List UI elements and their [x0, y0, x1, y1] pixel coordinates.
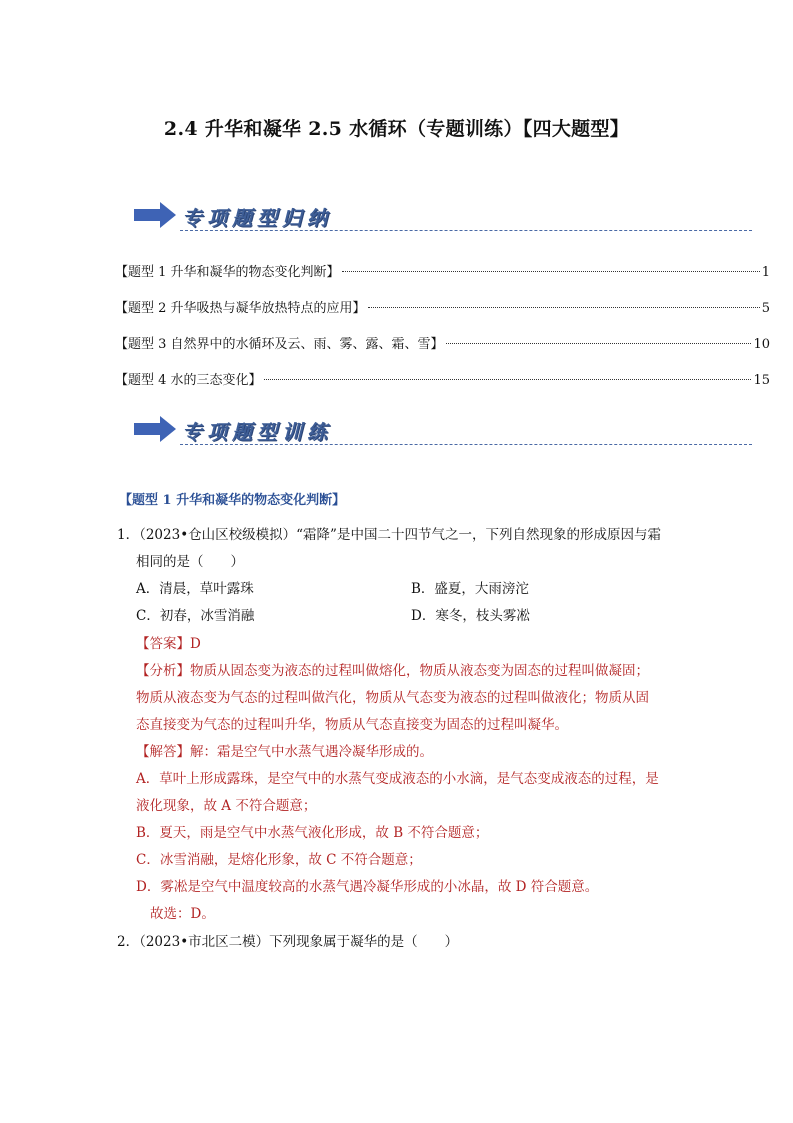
solution-a-line-2: 液化现象，故 A 不符合题意； [136, 798, 317, 814]
answer: 【答案】D [136, 636, 201, 652]
solution-a-line-1: A．草叶上形成露珠，是空气中的水蒸气变成液态的小水滴，是气态变成液态的过程，是 [136, 771, 659, 787]
toc-label: 【题型 2 升华吸热与凝华放热特点的应用】 [115, 301, 366, 316]
option-a[interactable]: A．清晨，草叶露珠 [136, 581, 254, 597]
option-d[interactable]: D．寒冬，枝头雾凇 [411, 608, 530, 624]
section-banner-training [132, 414, 752, 448]
solution-d: D．雾凇是空气中温度较高的水蒸气遇冷凝华形成的小冰晶，故 D 符合题意。 [136, 879, 599, 895]
final-choice: 故选：D。 [150, 906, 215, 922]
page-title: 2.4 升华和凝华 2.5 水循环（专题训练）【四大题型】 [163, 118, 630, 140]
solution-b: B．夏天，雨是空气中水蒸气液化形成，故 B 不符合题意； [136, 825, 489, 841]
toc-item-2[interactable] [115, 297, 770, 317]
analysis-line-3: 态直接变为气态的过程叫升华，物质从气态直接变为固态的过程叫凝华。 [136, 717, 568, 733]
toc-label: 【题型 1 升华和凝华的物态变化判断】 [115, 265, 340, 280]
analysis-line-2: 物质从液态变为气态的过程叫做汽化，物质从气态变为液态的过程叫做液化；物质从固 [136, 690, 649, 706]
arrow-right-icon [132, 200, 178, 230]
question-2-stem: 2．（2023•市北区二模）下列现象属于凝华的是（ ） [117, 934, 459, 950]
toc-item-1[interactable] [115, 261, 770, 281]
toc-item-3[interactable] [115, 333, 770, 353]
toc-page: 5 [761, 301, 770, 316]
banner-title: 专项题型归纳 [182, 206, 332, 230]
question-1-stem-line1: 1．（2023•仓山区校级模拟）“霜降”是中国二十四节气之一，下列自然现象的形成原因与霜 [117, 527, 661, 543]
toc-leader [368, 307, 760, 308]
divider [180, 230, 752, 231]
toc-page: 15 [753, 373, 770, 388]
toc-leader [446, 343, 752, 344]
toc-item-4[interactable] [115, 369, 770, 389]
toc-leader [342, 271, 760, 272]
analysis-line-1: 【分析】物质从固态变为液态的过程叫做熔化，物质从液态变为固态的过程叫做凝固； [136, 663, 649, 679]
arrow-right-icon [132, 414, 178, 444]
toc-leader [264, 379, 752, 380]
toc-page: 10 [753, 337, 770, 352]
toc-page: 1 [761, 265, 770, 280]
section-banner-summary [132, 200, 752, 234]
banner-title: 专项题型训练 [182, 420, 332, 444]
option-b[interactable]: B．盛夏，大雨滂沱 [411, 581, 529, 597]
section-heading: 【题型 1 升华和凝华的物态变化判断】 [119, 493, 346, 508]
divider [180, 444, 752, 445]
solution-line-1: 【解答】解：霜是空气中水蒸气遇冷凝华形成的。 [136, 744, 433, 760]
toc-label: 【题型 4 水的三态变化】 [115, 373, 262, 388]
solution-c: C．冰雪消融，是熔化形象，故 C 不符合题意； [136, 852, 422, 868]
question-1-stem-line2: 相同的是（ ） [136, 554, 244, 570]
option-c[interactable]: C．初春，冰雪消融 [136, 608, 255, 624]
toc-label: 【题型 3 自然界中的水循环及云、雨、雾、露、霜、雪】 [115, 337, 444, 352]
